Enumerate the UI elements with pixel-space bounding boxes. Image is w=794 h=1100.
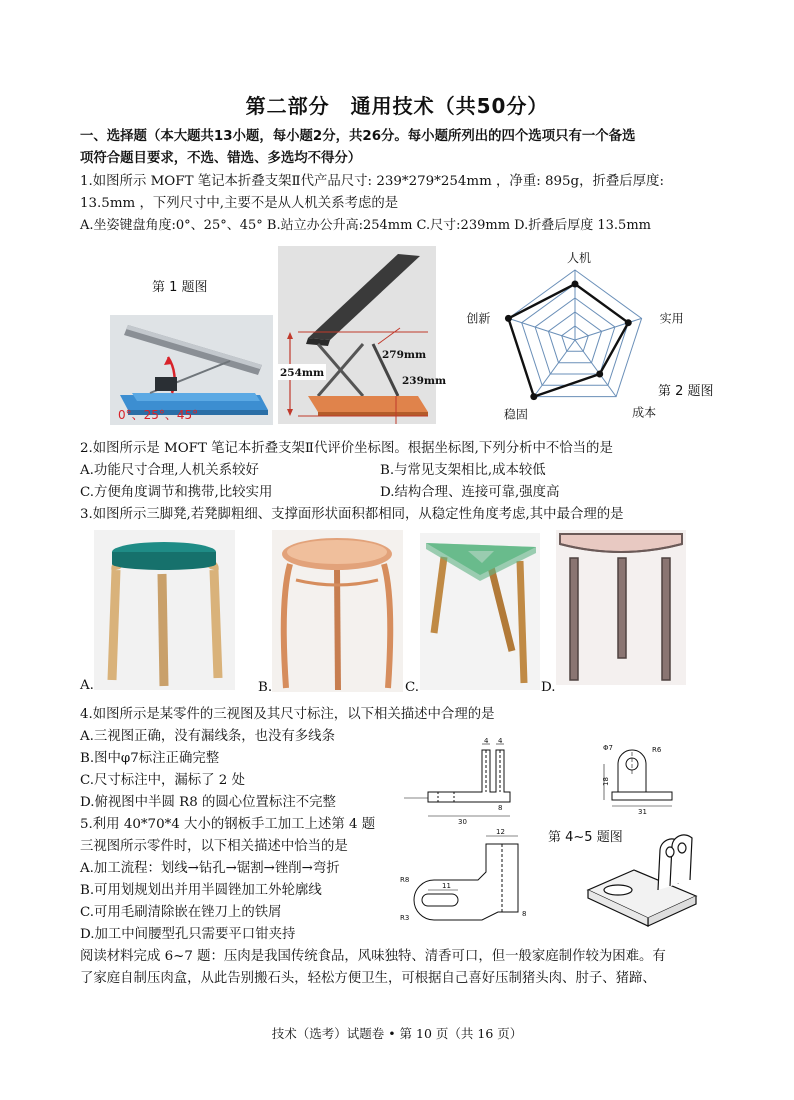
q1-options: A.坐姿键盘角度:0°、25°、45° B.站立办公升高:254mm C.尺寸:239mm D.折叠后厚度 13.5mm — [80, 218, 651, 233]
radar-point — [572, 281, 579, 288]
q5-option-d: D.加工中间腰型孔只需要平口钳夹持 — [80, 927, 296, 942]
radar-label: 创新 — [466, 311, 491, 326]
section-heading: 一、选择题（本大题共13小题，每小题2分，共26分。每小题所列出的四个选项只有一个备选 — [80, 129, 636, 144]
q1-stem-cont: 13.5mm ，下列尺寸中,主要不是从人机关系考虑的是 — [80, 196, 399, 211]
dim-r8: R8 — [400, 876, 410, 884]
dim-r6: R6 — [652, 746, 662, 754]
q4-stem: 4.如图所示是某零件的三视图及其尺寸标注，以下相关描述中合理的是 — [80, 707, 495, 722]
q5-option-b: B.可用划规划出并用半圆锉加工外轮廓线 — [80, 883, 322, 898]
dim-phi7: Φ7 — [603, 744, 613, 752]
stool-a-image — [94, 530, 235, 690]
q3-stem: 3.如图所示三脚凳,若凳脚粗细、支撑面形状面积都相同，从稳定性角度考虑,其中最合理的是 — [80, 507, 624, 522]
radar-label: 稳固 — [503, 407, 528, 422]
dim-18: 18 — [602, 777, 610, 786]
dim-8b: 8 — [522, 910, 527, 918]
dim-239: 239mm — [402, 375, 447, 387]
dim-254: 254mm — [280, 367, 325, 379]
reading-line-2: 了家庭自制压肉盒，从此告别搬石头，轻松方便卫生，可根据自己喜好压制猪头肉、肘子、猪蹄、 — [80, 971, 656, 986]
dim-12: 12 — [496, 828, 505, 836]
radar-label: 实用 — [659, 311, 684, 326]
stool-d-image — [556, 530, 686, 685]
dim-11: 11 — [442, 882, 451, 890]
radar-point — [530, 393, 537, 400]
stool-b-image — [272, 530, 403, 692]
radar-point — [505, 315, 512, 322]
q1-figure-caption: 第 1 题图 — [152, 280, 208, 295]
q2-figure-caption: 第 2 题图 — [658, 384, 714, 399]
stool-a-label: A. — [80, 678, 94, 693]
page-footer: 技术（选考）试题卷 • 第 10 页（共 16 页） — [271, 1026, 523, 1041]
radar-point — [625, 319, 632, 326]
q4-option-a: A.三视图正确，没有漏线条，也没有多线条 — [80, 729, 335, 744]
q4-option-c: C.尺寸标注中，漏标了 2 处 — [80, 773, 245, 788]
q4-option-d: D.俯视图中半圆 R8 的圆心位置标注不完整 — [80, 795, 336, 810]
q2-option-a: A.功能尺寸合理,人机关系较好 — [80, 463, 259, 478]
q4-three-view-drawing — [398, 737, 698, 940]
q5-option-a: A.加工流程：划线→钻孔→锯割→锉削→弯折 — [80, 861, 340, 876]
q5-stem-cont: 三视图所示零件时，以下相关描述中恰当的是 — [80, 839, 348, 854]
q1-stem: 1.如图所示 MOFT 笔记本折叠支架Ⅱ代产品尺寸: 239*279*254mm ，净重: 895g，折叠后厚度: — [80, 174, 664, 189]
q1-stand-photo — [110, 315, 273, 425]
reading-line-1: 阅读材料完成 6~7 题：压肉是我国传统食品，风味独特、清香可口，但一般家庭制作较为困难。有 — [80, 949, 666, 964]
q1-angle-label: 0°、25°、45° — [118, 408, 199, 422]
stool-c-image — [420, 533, 540, 690]
q2-option-c: C.方便角度调节和携带,比较实用 — [80, 485, 273, 500]
dim-4b: 4 — [498, 737, 503, 745]
radar-label: 成本 — [632, 405, 657, 420]
dim-31: 31 — [638, 808, 647, 816]
q2-stem: 2.如图所示是 MOFT 笔记本折叠支架Ⅱ代评价坐标图。根据坐标图,下列分析中不恰当的是 — [80, 441, 613, 456]
dim-4a: 4 — [484, 737, 489, 745]
q2-option-b: B.与常见支架相比,成本较低 — [380, 463, 546, 478]
dim-30: 30 — [458, 818, 467, 826]
q2-radar-chart — [460, 245, 700, 430]
stool-d-label: D. — [541, 680, 556, 695]
q45-figure-caption: 第 4~5 题图 — [548, 830, 623, 845]
section-heading-cont: 项符合题目要求，不选、错选、多选均不得分） — [80, 151, 362, 166]
radar-label: 人机 — [567, 251, 592, 265]
q1-standing-photo — [278, 246, 447, 424]
radar-point — [596, 370, 603, 377]
stool-b-label: B. — [258, 680, 273, 695]
dim-279: 279mm — [382, 349, 427, 361]
q5-option-c: C.可用毛刷清除嵌在锉刀上的铁屑 — [80, 905, 282, 920]
q4-option-b: B.图中φ7标注正确完整 — [80, 751, 220, 766]
dim-8: 8 — [498, 804, 503, 812]
dim-r3: R3 — [400, 914, 410, 922]
q2-option-d: D.结构合理、连接可靠,强度高 — [380, 485, 560, 500]
stool-c-label: C. — [405, 680, 420, 695]
q5-stem: 5.利用 40*70*4 大小的钢板手工加工上述第 4 题 — [80, 817, 376, 832]
page-title: 第二部分 通用技术（共50分） — [245, 94, 549, 118]
